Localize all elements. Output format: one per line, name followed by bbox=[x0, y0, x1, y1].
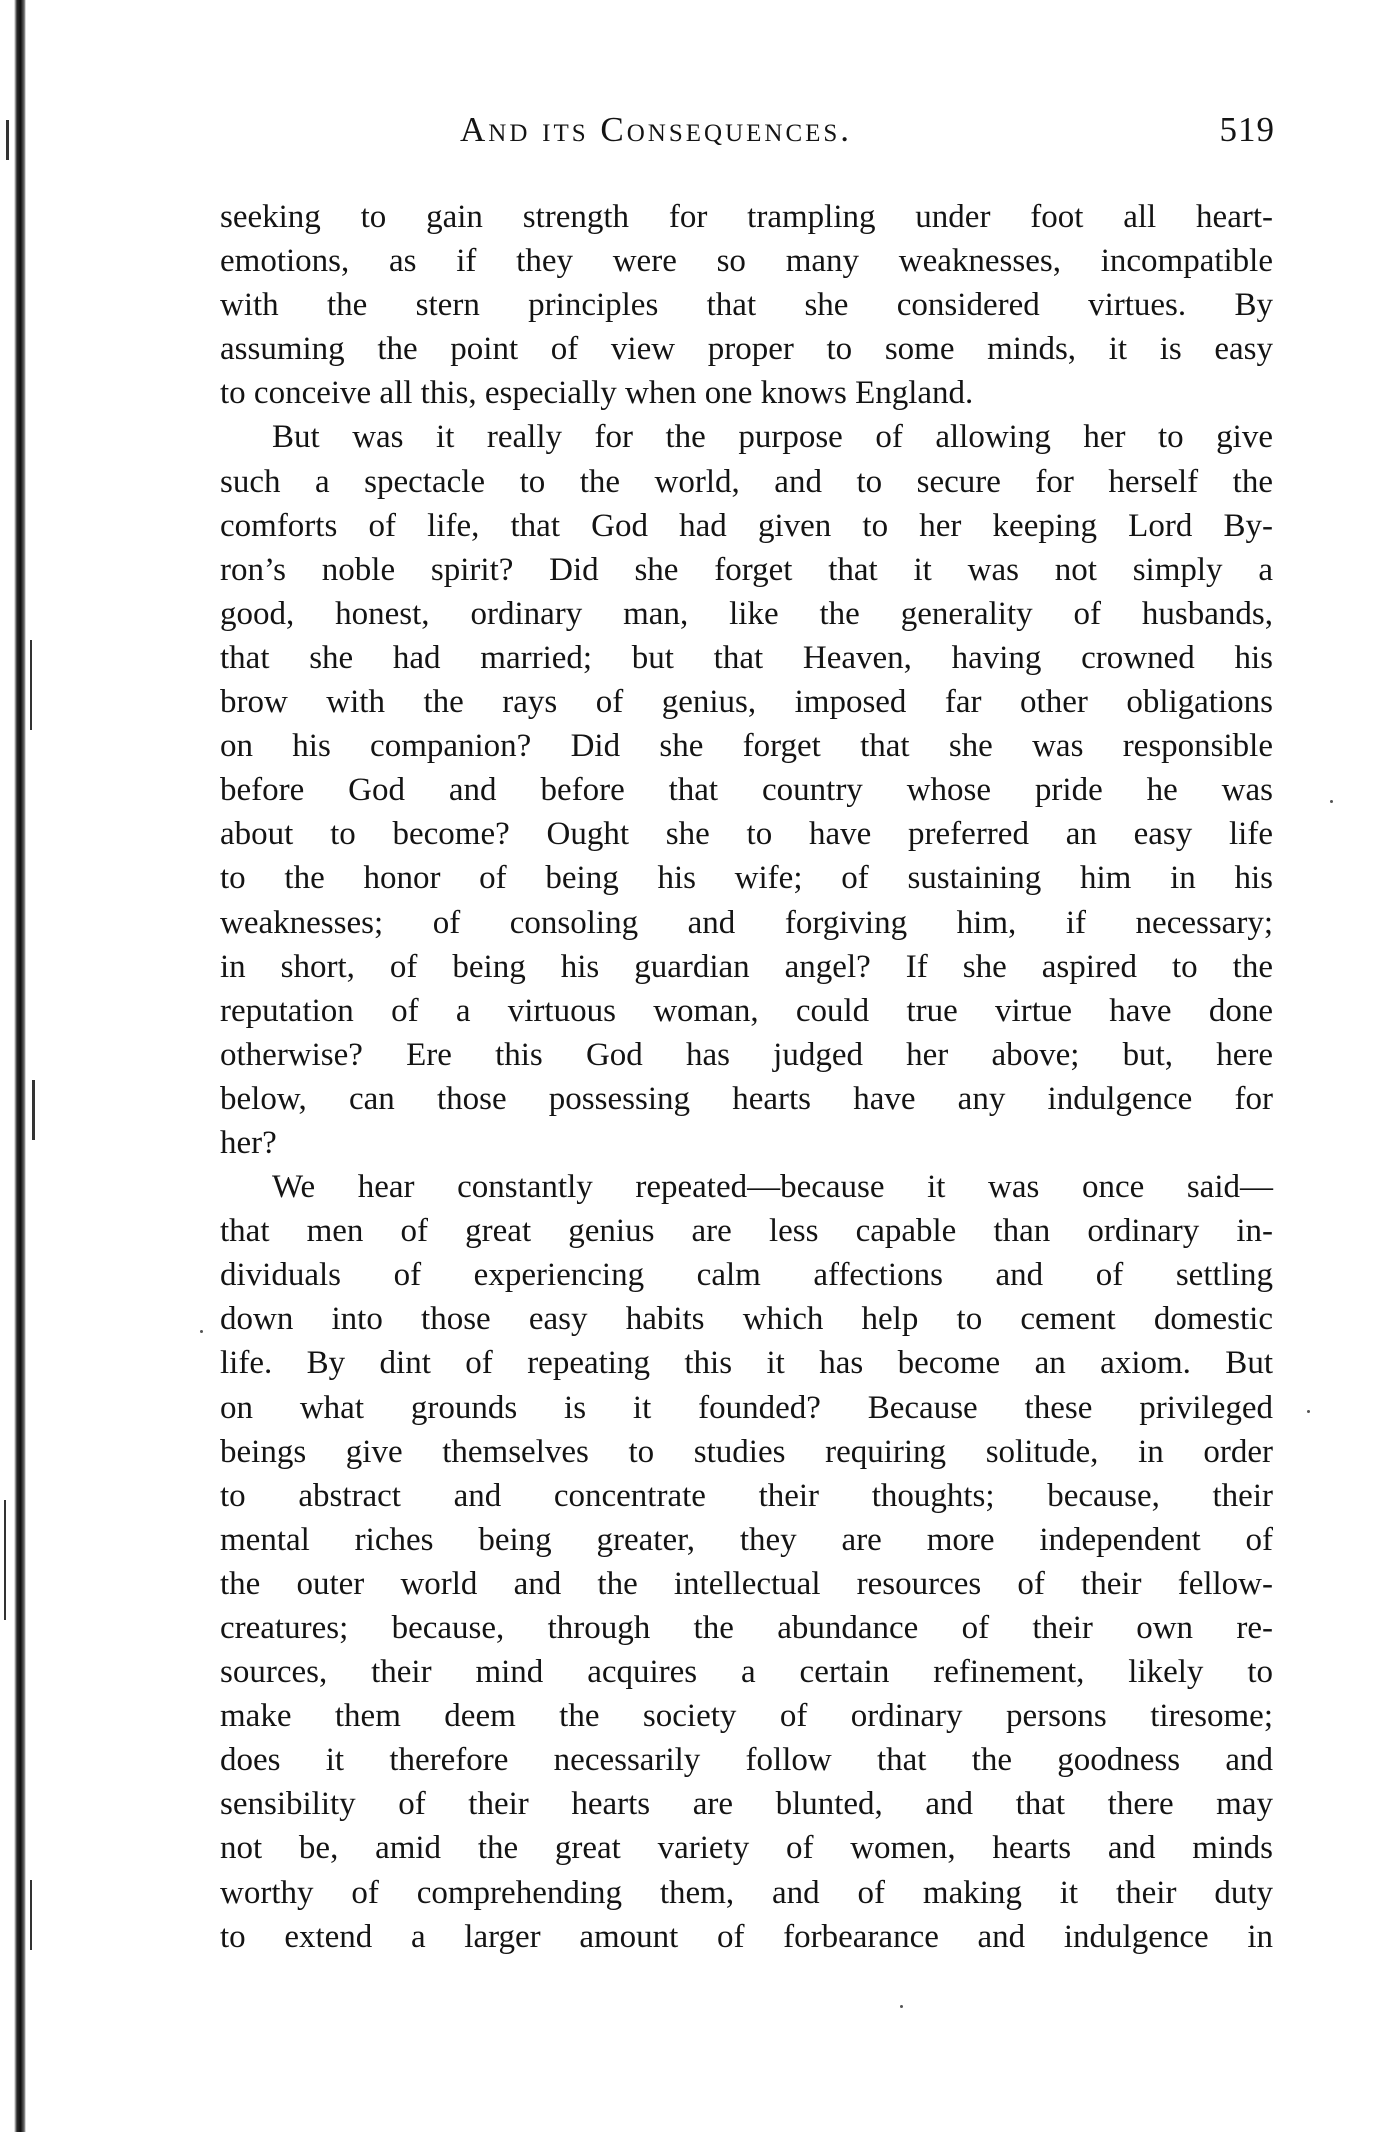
text-line: We hear constantly repeated—because it was once said— bbox=[272, 1169, 1273, 1206]
text-line: in short, of being his guardian angel? If she aspired to the bbox=[220, 948, 1273, 985]
ink-speck bbox=[200, 1330, 203, 1333]
text-line: dividuals of experiencing calm affections and of settling bbox=[220, 1257, 1273, 1294]
text-line: make them deem the society of ordinary persons tiresome; bbox=[220, 1698, 1273, 1735]
page-number: 519 bbox=[1219, 110, 1275, 149]
text-line: to extend a larger amount of forbearance and indulgence in bbox=[220, 1918, 1273, 1955]
text-line: down into those easy habits which help to cement domestic bbox=[220, 1301, 1273, 1338]
text-line: on what grounds is it founded? Because these privileged bbox=[220, 1389, 1273, 1426]
text-line: worthy of comprehending them, and of making it their duty bbox=[220, 1874, 1273, 1911]
text-line: weaknesses; of consoling and forgiving him, if necessary; bbox=[220, 904, 1273, 941]
text-line: not be, amid the great variety of women, hearts and minds bbox=[220, 1830, 1273, 1867]
text-line: to conceive all this, especially when one knows England. bbox=[220, 375, 974, 412]
text-line: sources, their mind acquires a certain refinement, likely to bbox=[220, 1654, 1273, 1691]
text-line: good, honest, ordinary man, like the generality of husbands, bbox=[220, 595, 1273, 632]
text-line: that men of great genius are less capable than ordinary in- bbox=[220, 1213, 1273, 1250]
text-line: life. By dint of repeating this it has become an axiom. But bbox=[220, 1345, 1273, 1382]
text-line: that she had married; but that Heaven, having crowned his bbox=[220, 639, 1273, 676]
gutter-speck bbox=[30, 640, 32, 730]
text-line: to the honor of being his wife; of sustaining him in his bbox=[220, 860, 1273, 897]
text-line: with the stern principles that she considered virtues. By bbox=[220, 287, 1273, 324]
ink-speck bbox=[1307, 1410, 1310, 1413]
page-header bbox=[220, 110, 1275, 166]
book-spine-shadow bbox=[0, 0, 40, 2132]
text-line: her? bbox=[220, 1124, 277, 1161]
ink-speck bbox=[1330, 800, 1333, 803]
text-line: reputation of a virtuous woman, could true virtue have done bbox=[220, 992, 1273, 1029]
text-line: to abstract and concentrate their thoughts; because, their bbox=[220, 1477, 1273, 1514]
text-line: creatures; because, through the abundance of their own re- bbox=[220, 1610, 1273, 1646]
gutter-speck bbox=[32, 1080, 35, 1140]
text-line: mental riches being greater, they are more independent of bbox=[220, 1521, 1273, 1558]
text-line: assuming the point of view proper to some minds, it is easy bbox=[220, 331, 1273, 368]
page-gutter-edge bbox=[14, 0, 26, 2132]
text-line: such a spectacle to the world, and to secure for herself the bbox=[220, 463, 1273, 500]
text-line: does it therefore necessarily follow that the goodness and bbox=[220, 1742, 1273, 1779]
text-line: brow with the rays of genius, imposed far other obligations bbox=[220, 684, 1273, 721]
ink-speck bbox=[900, 2005, 903, 2008]
text-line: before God and before that country whose pride he was bbox=[220, 772, 1273, 809]
gutter-speck bbox=[6, 120, 9, 160]
text-line: the outer world and the intellectual resources of their fellow- bbox=[220, 1565, 1273, 1602]
text-line: But was it really for the purpose of allowing her to give bbox=[272, 419, 1273, 456]
text-line: ron’s noble spirit? Did she forget that it was not simply a bbox=[220, 551, 1273, 588]
text-line: beings give themselves to studies requiring solitude, in order bbox=[220, 1433, 1273, 1470]
running-head: And its Consequences. bbox=[460, 110, 853, 149]
text-line: seeking to gain strength for trampling under foot all heart- bbox=[220, 199, 1273, 235]
text-line: emotions, as if they were so many weaknesses, incompatible bbox=[220, 243, 1273, 280]
text-line: about to become? Ought she to have preferred an easy life bbox=[220, 816, 1273, 853]
text-line: sensibility of their hearts are blunted, and that there may bbox=[220, 1786, 1273, 1823]
gutter-speck bbox=[30, 1880, 32, 1950]
text-line: comforts of life, that God had given to her keeping Lord By- bbox=[220, 507, 1273, 544]
body-text bbox=[220, 195, 1273, 1959]
text-line: otherwise? Ere this God has judged her above; but, here bbox=[220, 1036, 1273, 1073]
text-line: below, can those possessing hearts have any indulgence for bbox=[220, 1080, 1273, 1117]
gutter-speck bbox=[4, 1500, 6, 1620]
text-line: on his companion? Did she forget that she was responsible bbox=[220, 728, 1273, 765]
